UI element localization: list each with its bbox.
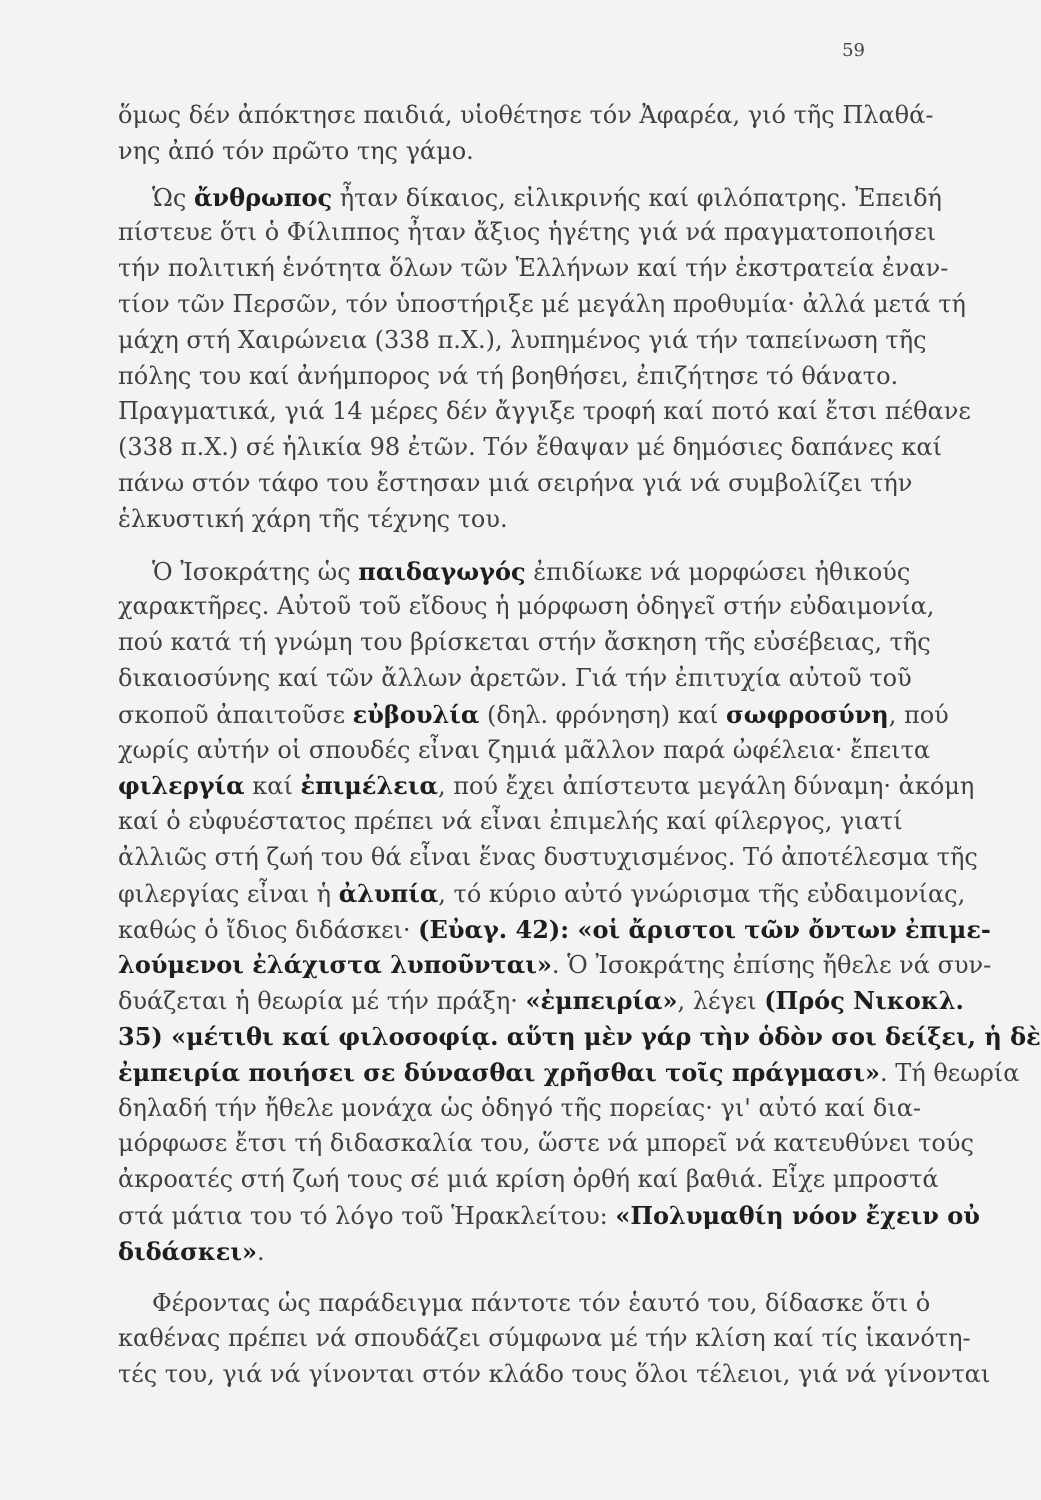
text-run: τήν πολιτική ἑνότητα ὅλων τῶν Ἑλλήνων καί τήν ἐκστρατεία ἐναν-	[118, 254, 949, 283]
bold-text-run: διδάσκει»	[118, 1236, 257, 1266]
bold-text-run: εὐβουλία	[352, 699, 480, 729]
text-run: Ὁ Ἰσοκράτης ὡς	[152, 557, 359, 586]
text-run: δικαιοσύνης καί τῶν ἄλλων ἀρετῶν. Γιά τήν ἐπιτυχία αὐτοῦ τοῦ	[118, 663, 912, 692]
text-line	[118, 180, 942, 216]
text-line	[118, 768, 975, 804]
text-run: .	[256, 1237, 265, 1266]
text-run: φιλεργίας εἶναι ἡ	[118, 879, 339, 908]
paragraph	[118, 554, 1041, 1270]
text-line	[118, 98, 934, 134]
bold-text-run: ἄνθρωπος	[193, 182, 333, 212]
text-line	[118, 1055, 1020, 1091]
text-line	[118, 134, 888, 170]
text-line	[118, 554, 911, 590]
paragraph	[118, 1286, 991, 1393]
paragraph-spacer	[118, 538, 888, 554]
text-run: ἀκροατές στή ζωή τους σέ μιά κρίση ὀρθή καί βαθιά. Εἶχε μπροστά	[118, 1165, 939, 1194]
text-run: καί	[244, 772, 301, 801]
text-line	[118, 1162, 939, 1198]
text-run: δηλαδή τήν ἤθελε μονάχα ὡς ὁδηγό τῆς πορείας· γι' αὐτό καί δια-	[118, 1093, 922, 1122]
text-line	[118, 840, 978, 876]
text-line	[118, 983, 964, 1019]
text-line	[118, 394, 971, 430]
text-line	[118, 697, 949, 733]
paragraph-spacer	[118, 170, 888, 180]
body-text	[118, 98, 1041, 1393]
bold-text-run: παιδαγωγός	[358, 556, 526, 586]
text-run: στά μάτια του τό λόγο τοῦ Ἡρακλείτου:	[118, 1201, 616, 1230]
text-run: . Τή θεωρία	[880, 1058, 1020, 1087]
text-run: , τό κύριο αὐτό γνώρισμα τῆς εὐδαιμονίας,	[438, 879, 966, 908]
text-run: , λέγει	[677, 987, 765, 1016]
paragraph-spacer	[118, 1270, 888, 1286]
text-line	[118, 1234, 888, 1270]
text-run: καθώς ὁ ἴδιος διδάσκει·	[118, 915, 419, 944]
text-run: πάνω στόν τάφο του ἔστησαν μιά σειρήνα γιά νά συμβολίζει τήν	[118, 468, 913, 497]
text-line	[118, 1286, 931, 1322]
text-run: , πού	[888, 700, 949, 729]
text-line	[118, 733, 931, 769]
text-run: Ὡς	[152, 183, 194, 212]
text-run: νης ἀπό τόν πρῶτο της γάμο.	[118, 136, 474, 165]
text-line	[118, 947, 992, 983]
text-line	[118, 1019, 1041, 1055]
text-run: καί ὁ εὐφυέστατος πρέπει νά εἶναι ἐπιμελής καί φίλεργος, γιατί	[118, 807, 903, 836]
bold-text-run: ἐμπειρία ποιήσει σε δύνασθαι χρῆσθαι τοῖς πράγμασι»	[118, 1057, 881, 1087]
text-run: πού κατά τή γνώμη του βρίσκεται στήν ἄσκηση τῆς εὐσέβειας, τῆς	[118, 628, 931, 657]
bold-text-run: λούμενοι ἐλάχιστα λυποῦνται»	[118, 950, 552, 980]
text-line	[118, 1198, 980, 1234]
text-run: Φέροντας ὡς παράδειγμα πάντοτε τόν ἑαυτό του, δίδασκε ὅτι ὁ	[152, 1288, 931, 1317]
text-line	[118, 323, 927, 359]
bold-text-run: 35) «μέτιθι καί φιλοσοφίᾳ. αὕτη μὲν γάρ τὴν ὁδὸν σοι δείξει, ἡ δὲ	[118, 1021, 1041, 1051]
text-run: , πού ἔχει ἀπίστευτα μεγάλη δύναμη· ἀκόμη	[437, 772, 975, 801]
text-run: πίστευε ὅτι ὁ Φίλιππος ἦταν ἄξιος ἡγέτης γιά νά πραγματοποιήσει	[118, 218, 937, 247]
text-line	[118, 876, 966, 912]
text-line	[118, 912, 991, 948]
text-run: πόλης του καί ἀνήμπορος νά τή βοηθήσει, ἐπιζήτησε τό θάνατο.	[118, 361, 899, 390]
text-run: τίον τῶν Περσῶν, τόν ὑποστήριξε μέ μεγάλη προθυμία· ἀλλά μετά τή	[118, 289, 966, 318]
bold-text-run: (Πρός Νικοκλ.	[764, 986, 964, 1016]
text-run: Πραγματικά, γιά 14 μέρες δέν ἄγγιξε τροφή καί ποτό καί ἔτσι πέθανε	[118, 397, 971, 426]
bold-text-run: «ἐμπειρία»	[525, 986, 678, 1016]
text-line	[118, 1321, 971, 1357]
text-run: σκοποῦ ἀπαιτοῦσε	[118, 700, 353, 729]
text-run: δυάζεται ἡ θεωρία μέ τήν πράξη·	[118, 987, 526, 1016]
text-run: (δηλ. φρόνηση) καί	[479, 700, 727, 729]
bold-text-run: «Πολυμαθίη νόον ἔχειν οὐ	[615, 1200, 980, 1230]
text-line	[118, 215, 937, 251]
text-line	[118, 625, 931, 661]
text-run: ἀλλιῶς στή ζωή του θά εἶναι ἕνας δυστυχισμένος. Τό ἀποτέλεσμα τῆς	[118, 842, 978, 871]
text-run: . Ὁ Ἰσοκράτης ἐπίσης ἤθελε νά συν-	[551, 951, 992, 980]
text-line	[118, 1357, 991, 1393]
bold-text-run: σωφροσύνη	[726, 699, 889, 729]
text-run: μάχη στή Χαιρώνεια (338 π.Χ.), λυπημένος γιά τήν ταπείνωση τῆς	[118, 325, 927, 354]
text-line	[118, 661, 912, 697]
bold-text-run: (Εὐαγ. 42): «οἱ ἄριστοι τῶν ὄντων ἐπιμε-	[418, 914, 991, 944]
page-number: 59	[842, 40, 865, 61]
text-line	[118, 502, 888, 538]
bold-text-run: ἐπιμέλεια	[300, 771, 438, 801]
text-line	[118, 589, 935, 625]
text-line	[118, 466, 913, 502]
text-line	[118, 1126, 974, 1162]
text-run: χωρίς αὐτήν οἱ σπουδές εἶναι ζημιά μᾶλλον παρά ὠφέλεια· ἔπειτα	[118, 735, 931, 764]
paragraph	[118, 98, 934, 170]
text-run: χαρακτῆρες. Αὐτοῦ τοῦ εἴδους ἡ μόρφωση ὁδηγεῖ στήν εὐδαιμονία,	[118, 592, 935, 621]
text-run: καθένας πρέπει νά σπουδάζει σύμφωνα μέ τήν κλίση καί τίς ἱκανότη-	[118, 1324, 971, 1353]
text-line	[118, 251, 949, 287]
text-run: τές του, γιά νά γίνονται στόν κλάδο τους ὅλοι τέλειοι, γιά νά γίνονται	[118, 1360, 991, 1389]
text-run: ὅμως δέν ἀπόκτησε παιδιά, υἱοθέτησε τόν Ἀφαρέα, γιό τῆς Πλαθά-	[118, 101, 934, 129]
text-line	[118, 359, 899, 395]
text-run: ἑλκυστική χάρη τῆς τέχνης του.	[118, 504, 508, 533]
paragraph	[118, 180, 971, 538]
text-run: ἐπιδίωκε νά μορφώσει ἠθικούς	[525, 557, 911, 586]
text-line	[118, 430, 942, 466]
bold-text-run: φιλεργία	[118, 771, 245, 801]
text-run: ἦταν δίκαιος, εἰλικρινής καί φιλόπατρης. Ἐπειδή	[332, 183, 942, 212]
text-line	[118, 1091, 922, 1127]
bold-text-run: ἀλυπία	[338, 878, 439, 908]
text-run: μόρφωσε ἔτσι τή διδασκαλία του, ὥστε νά μπορεῖ νά κατευθύνει τούς	[118, 1129, 974, 1158]
text-run: (338 π.Χ.) σέ ἡλικία 98 ἐτῶν. Τόν ἔθαψαν μέ δημόσιες δαπάνες καί	[118, 433, 942, 462]
text-line	[118, 287, 966, 323]
text-line	[118, 804, 903, 840]
